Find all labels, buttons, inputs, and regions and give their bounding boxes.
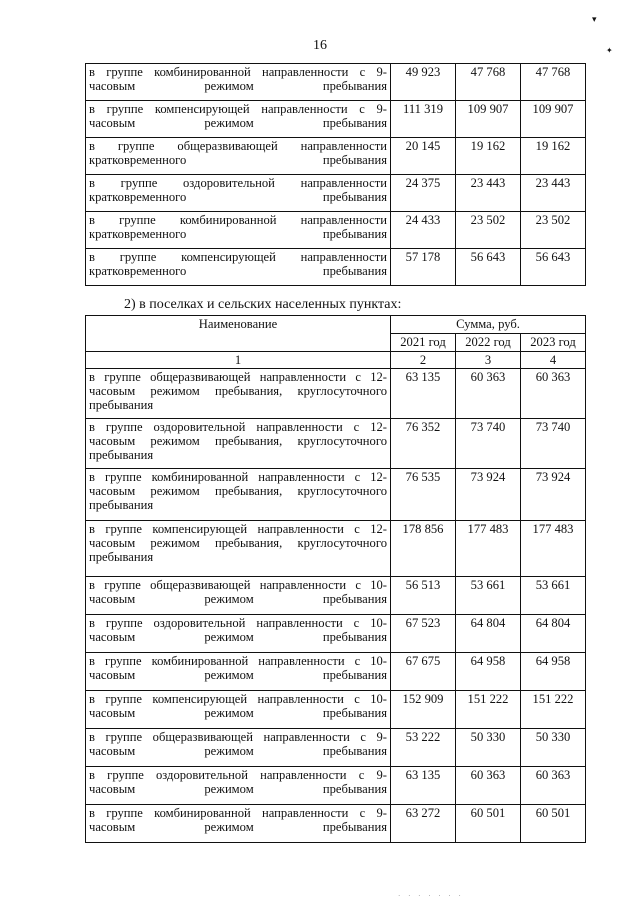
table-row — [86, 469, 586, 521]
header-sum: Сумма, руб. — [391, 316, 586, 334]
table-row — [86, 729, 586, 767]
table-row — [86, 615, 586, 653]
tariff-table-villages — [85, 315, 586, 843]
page-number: 16 — [313, 38, 327, 53]
row-value-2023: 60 363 — [521, 767, 586, 805]
row-name-cell: в группе общеразвивающей направленности с 9-часовым режимом пребывания — [86, 729, 391, 767]
table-row — [86, 369, 586, 419]
table-row — [86, 249, 586, 286]
row-value-2022: 177 483 — [456, 521, 521, 577]
row-value-2023: 53 661 — [521, 577, 586, 615]
row-value-2021: 20 145 — [391, 138, 456, 175]
row-value-2022: 47 768 — [456, 64, 521, 101]
table-row — [86, 691, 586, 729]
row-value-2021: 56 513 — [391, 577, 456, 615]
row-value-2022: 73 740 — [456, 419, 521, 469]
row-value-2023: 73 740 — [521, 419, 586, 469]
row-value-2023: 23 443 — [521, 175, 586, 212]
tariff-table-villages-body — [86, 369, 586, 843]
row-name-cell: в группе общеразвивающей направленности с 10-часовым режимом пребывания — [86, 577, 391, 615]
row-value-2022: 19 162 — [456, 138, 521, 175]
row-value-2023: 64 958 — [521, 653, 586, 691]
row-value-2022: 73 924 — [456, 469, 521, 521]
table-row — [86, 64, 586, 101]
tariff-table-continued-body — [86, 64, 586, 286]
row-value-2022: 109 907 — [456, 101, 521, 138]
header-year-2021: 2021 год — [391, 334, 456, 352]
row-name-cell: в группе комбинированной направленности с 9-часовым режимом пребывания — [86, 64, 391, 101]
table-row — [86, 577, 586, 615]
row-value-2021: 24 375 — [391, 175, 456, 212]
row-value-2022: 64 804 — [456, 615, 521, 653]
row-value-2023: 60 501 — [521, 805, 586, 843]
table-row — [86, 653, 586, 691]
table-row — [86, 521, 586, 577]
row-value-2022: 23 443 — [456, 175, 521, 212]
row-value-2021: 57 178 — [391, 249, 456, 286]
table-row — [86, 419, 586, 469]
table-row — [86, 767, 586, 805]
row-name-cell: в группе оздоровительной направленности с 12-часовым режимом пребывания, круглосуточного пребывания — [86, 419, 391, 469]
row-value-2021: 76 352 — [391, 419, 456, 469]
table-row — [86, 805, 586, 843]
row-name-cell: в группе компенсирующей направленности кратковременного пребывания — [86, 249, 391, 286]
row-value-2021: 63 135 — [391, 767, 456, 805]
row-name-cell: в группе общеразвивающей направленности кратковременного пребывания — [86, 138, 391, 175]
row-value-2021: 63 272 — [391, 805, 456, 843]
table-row — [86, 101, 586, 138]
row-value-2022: 60 501 — [456, 805, 521, 843]
row-value-2021: 49 923 — [391, 64, 456, 101]
row-name-cell: в группе компенсирующей направленности с 10-часовым режимом пребывания — [86, 691, 391, 729]
row-value-2023: 47 768 — [521, 64, 586, 101]
row-name-cell: в группе комбинированной направленности с 10-часовым режимом пребывания — [86, 653, 391, 691]
scan-mark: ▾ — [592, 14, 597, 24]
row-value-2023: 60 363 — [521, 369, 586, 419]
row-name-cell: в группе комбинированной направленности кратковременного пребывания — [86, 212, 391, 249]
row-value-2022: 64 958 — [456, 653, 521, 691]
row-value-2023: 64 804 — [521, 615, 586, 653]
row-value-2023: 177 483 — [521, 521, 586, 577]
scan-speck: ✦ — [606, 46, 613, 55]
header-index-4: 4 — [521, 352, 586, 369]
row-value-2021: 53 222 — [391, 729, 456, 767]
row-value-2023: 50 330 — [521, 729, 586, 767]
table-row — [86, 212, 586, 249]
table-row — [86, 138, 586, 175]
table-row — [86, 175, 586, 212]
header-name: Наименование — [86, 316, 391, 352]
row-value-2021: 67 523 — [391, 615, 456, 653]
row-value-2023: 23 502 — [521, 212, 586, 249]
header-year-2023: 2023 год — [521, 334, 586, 352]
row-name-cell: в группе оздоровительной направленности кратковременного пребывания — [86, 175, 391, 212]
row-value-2021: 178 856 — [391, 521, 456, 577]
row-value-2023: 19 162 — [521, 138, 586, 175]
row-name-cell: в группе общеразвивающей направленности с 12-часовым режимом пребывания, круглосуточного пребывания — [86, 369, 391, 419]
row-value-2022: 23 502 — [456, 212, 521, 249]
row-name-cell: в группе комбинированной направленности с 12-часовым режимом пребывания, круглосуточного пребывания — [86, 469, 391, 521]
row-value-2022: 60 363 — [456, 767, 521, 805]
row-value-2023: 73 924 — [521, 469, 586, 521]
row-name-cell: в группе оздоровительной направленности с 9-часовым режимом пребывания — [86, 767, 391, 805]
row-value-2022: 151 222 — [456, 691, 521, 729]
row-value-2023: 151 222 — [521, 691, 586, 729]
row-name-cell: в группе комбинированной направленности с 9-часовым режимом пребывания — [86, 805, 391, 843]
header-index-3: 3 — [456, 352, 521, 369]
row-name-cell: в группе компенсирующей направленности с 9-часовым режимом пребывания — [86, 101, 391, 138]
row-name-cell: в группе оздоровительной направленности с 10-часовым режимом пребывания — [86, 615, 391, 653]
tariff-table-continued — [85, 63, 586, 286]
scan-noise: · · · · · · · — [398, 892, 464, 900]
row-value-2021: 76 535 — [391, 469, 456, 521]
row-value-2023: 56 643 — [521, 249, 586, 286]
row-value-2021: 152 909 — [391, 691, 456, 729]
row-value-2022: 60 363 — [456, 369, 521, 419]
row-value-2021: 67 675 — [391, 653, 456, 691]
row-value-2022: 53 661 — [456, 577, 521, 615]
row-value-2021: 111 319 — [391, 101, 456, 138]
row-name-cell: в группе компенсирующей направленности с 12-часовым режимом пребывания, круглосуточного пребывания — [86, 521, 391, 577]
row-value-2022: 50 330 — [456, 729, 521, 767]
row-value-2021: 63 135 — [391, 369, 456, 419]
row-value-2022: 56 643 — [456, 249, 521, 286]
section-subheading: 2) в поселках и сельских населенных пунктах: — [124, 297, 402, 312]
header-index-2: 2 — [391, 352, 456, 369]
header-index-1: 1 — [86, 352, 391, 369]
header-year-2022: 2022 год — [456, 334, 521, 352]
row-value-2023: 109 907 — [521, 101, 586, 138]
row-value-2021: 24 433 — [391, 212, 456, 249]
